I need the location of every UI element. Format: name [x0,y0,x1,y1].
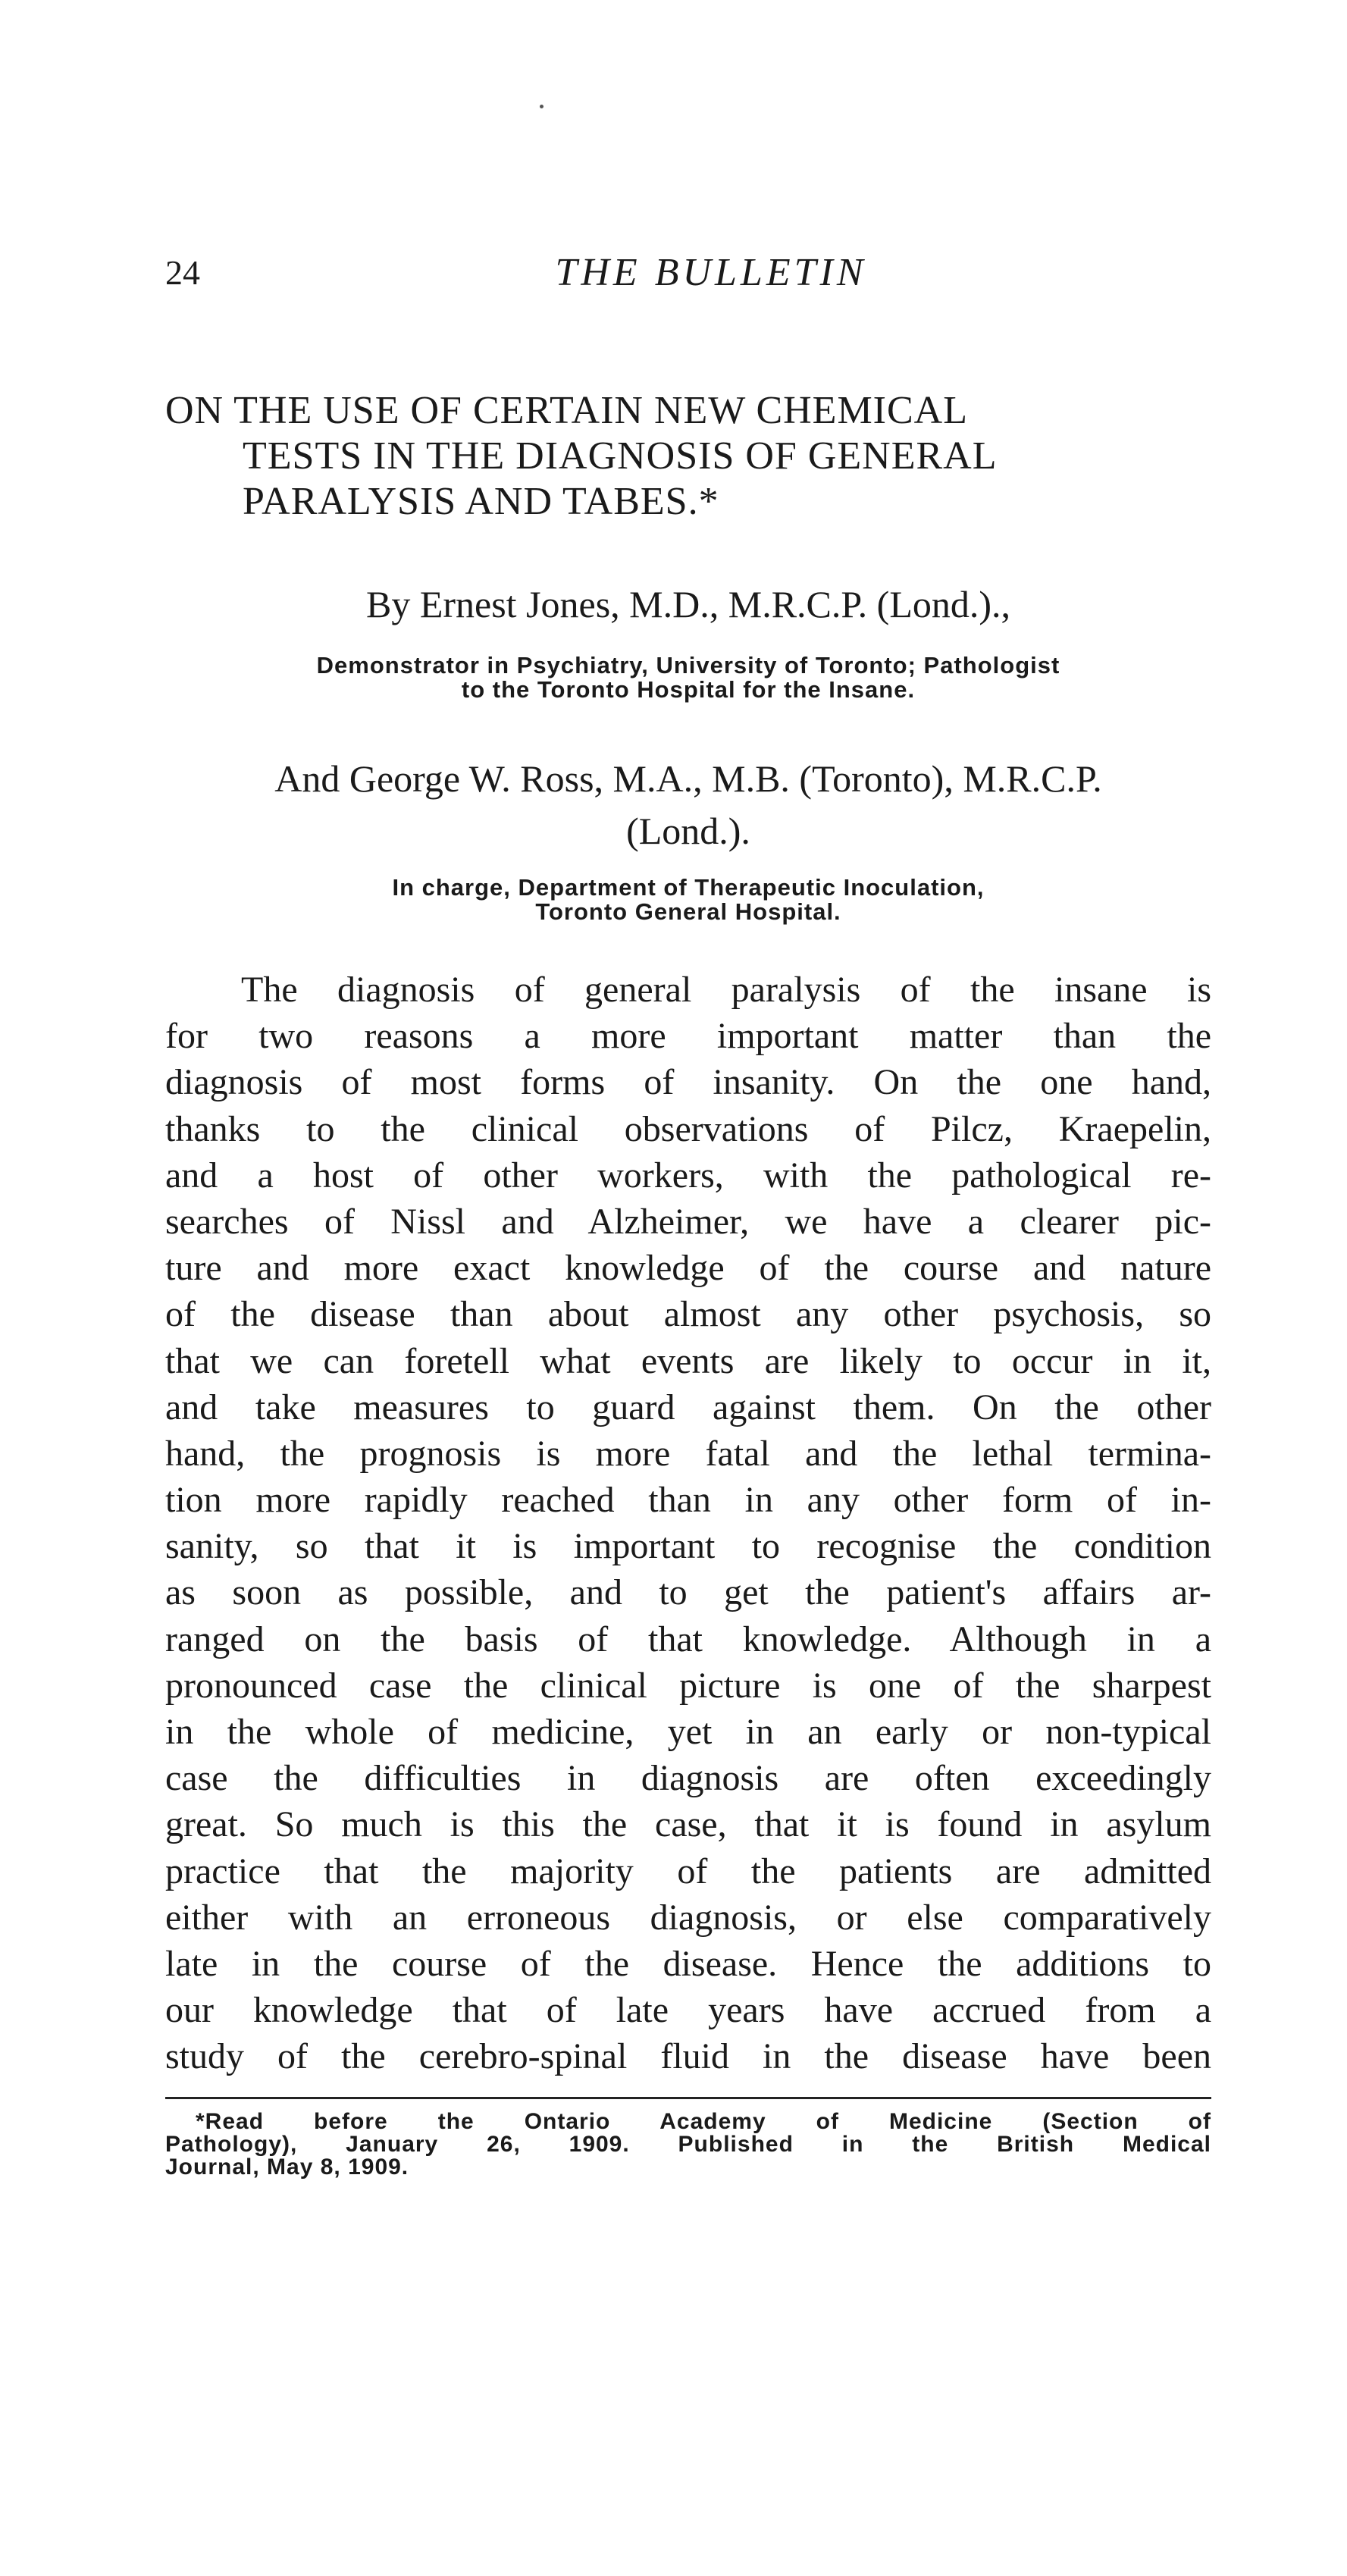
body-line: great. So much is this the case, that it is found in asylum [165,1804,1211,1845]
footnote-divider [165,2097,1211,2099]
author-affiliation-2 [165,876,1211,924]
body-line: ranged on the basis of that knowledge. Although in a [165,1619,1211,1659]
body-line: for two reasons a more important matter than the [165,1016,1211,1057]
body-line: as soon as possible, and to get the patient's affairs ar- [165,1572,1211,1613]
body-line: hand, the prognosis is more fatal and the lethal termina- [165,1433,1211,1474]
body-line: ture and more exact knowledge of the course and nature [165,1248,1211,1289]
author-affiliation-1 [165,653,1211,702]
body-line: thanks to the clinical observations of Pilcz, Kraepelin, [165,1108,1211,1149]
body-line: either with an erroneous diagnosis, or else comparatively [165,1897,1211,1938]
body-line: diagnosis of most forms of insanity. On the one hand, [165,1062,1211,1103]
author-byline-1: By Ernest Jones, M.D., M.R.C.P. (Lond.)., [365,583,1011,625]
footnote [165,2111,1211,2179]
print-speck [540,105,543,108]
body-line: late in the course of the disease. Hence the additions to [165,1943,1211,1984]
body-line: and a host of other workers, with the pathological re- [165,1155,1211,1196]
body-line: study of the cerebro-spinal fluid in the disease have been [165,2036,1211,2077]
affiliation-line: In charge, Department of Therapeutic Inoculation, [392,874,985,901]
body-line: case the difficulties in diagnosis are often exceedingly [165,1758,1211,1799]
author-byline-2-continued: (Lond.). [626,810,750,852]
body-line: searches of Nissl and Alzheimer, we have a clearer pic- [165,1201,1211,1242]
article-title-line: TESTS IN THE DIAGNOSIS OF GENERAL [243,434,998,478]
article-title-line: PARALYSIS AND TABES.* [243,480,719,523]
affiliation-line: to the Toronto Hospital for the Insane. [461,676,916,703]
page-number: 24 [165,253,200,292]
journal-title: THE BULLETIN [555,251,867,294]
body-paragraph [165,967,1211,2080]
affiliation-line: Demonstrator in Psychiatry, University of Toronto; Pathologist [316,652,1060,678]
footnote-line: Journal, May 8, 1909. [165,2155,409,2180]
body-line: and take measures to guard against them. On the other [165,1387,1211,1427]
footnote-line: Pathology), January 26, 1909. Published in the British Medical [165,2132,1211,2157]
body-line: that we can foretell what events are likely to occur in it, [165,1340,1211,1381]
running-head [165,246,1211,299]
affiliation-line: Toronto General Hospital. [535,898,841,925]
body-line: The diagnosis of general paralysis of the insane is [241,970,1211,1010]
body-line: pronounced case the clinical picture is one of the sharpest [165,1665,1211,1706]
article-title [165,388,1211,525]
body-line: in the whole of medicine, yet in an early or non-typical [165,1712,1211,1752]
body-line: practice that the majority of the patients are admitted [165,1851,1211,1891]
body-line: sanity, so that it is important to recognise the condition [165,1526,1211,1567]
article-title-line: ON THE USE OF CERTAIN NEW CHEMICAL [165,389,968,432]
footnote-line: *Read before the Ontario Academy of Medicine (Section of [196,2109,1211,2134]
body-line: of the disease than about almost any other psychosis, so [165,1294,1211,1335]
body-line: our knowledge that of late years have accrued from a [165,1990,1211,2031]
body-line: tion more rapidly reached than in any other form of in- [165,1480,1211,1521]
author-byline-2: And George W. Ross, M.A., M.B. (Toronto), M.R.C.P. [274,757,1102,800]
